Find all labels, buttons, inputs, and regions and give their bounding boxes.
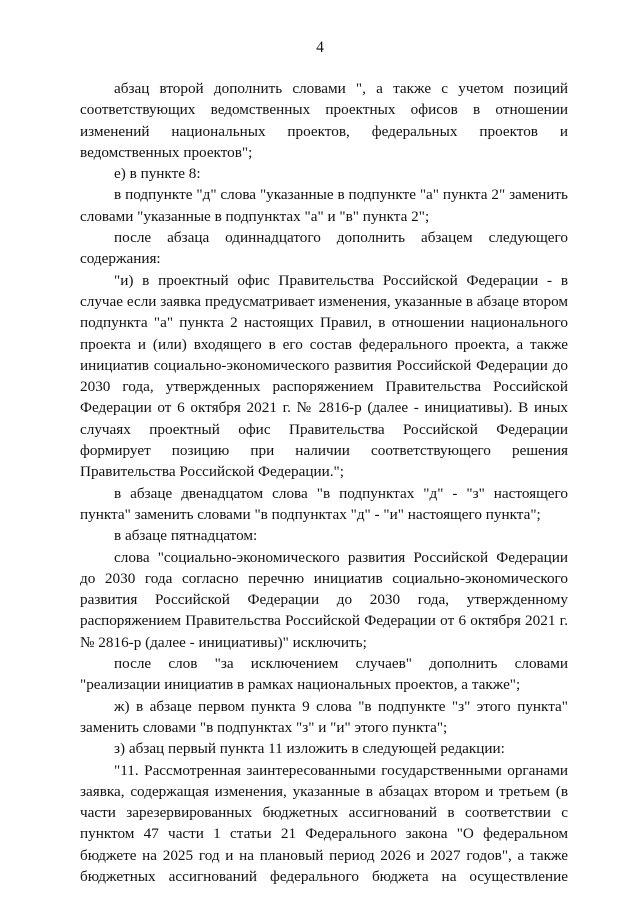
paragraph-item-i: "и) в проектный офис Правительства Российской Федерации - в случае если заявка предусматривает изменения, указанные в абзаце втором подпункта "а" пункта 2 настоящих Правил, в отношении национального проекта и (или) входящего в его состав федерального проекта, а также инициатив социально-экономического развития Российской Федерации до 2030 года, утвержденных распоряжением Правительства Российской Федерации от 6 октября 2021 г. № 2816-р (далее - инициативы). В иных случаях проектный офис Правительства Российской Федерации формирует позицию при наличии соответствующего решения Правительства Российской Федерации."; bbox=[80, 271, 568, 481]
paragraph-fifteenth-abzac: в абзаце пятнадцатом: bbox=[114, 527, 258, 545]
paragraph-twelfth-abzac: в абзаце двенадцатом слова "в подпунктах "д" - "з" настоящего пункта" заменить словами "в подпунктах "д" - "и" настоящего пункта"; bbox=[80, 484, 568, 523]
paragraph-amend-second-abzac: абзац второй дополнить словами ", а также с учетом позиций соответствующих ведомственных проектных офисов в отношении изменений национальных проектов, федеральных проектов и ведомственных проектов"; bbox=[80, 80, 568, 161]
paragraph-item-zh: ж) в абзаце первом пункта 9 слова "в подпункте "з" этого пункта" заменить словами "в подпунктах "з" и "и" этого пункта"; bbox=[80, 697, 568, 736]
page-number: 4 bbox=[316, 39, 324, 56]
document-body bbox=[80, 78, 568, 887]
paragraph-after-eleventh: после абзаца одиннадцатого дополнить абзацем следующего содержания: bbox=[80, 229, 568, 268]
paragraph-after-words: после слов "за исключением случаев" дополнить словами "реализации инициатив в рамках национальных проектов, а также"; bbox=[80, 655, 568, 694]
paragraph-item-e: е) в пункте 8: bbox=[114, 165, 201, 183]
paragraph-item-z: з) абзац первый пункта 11 изложить в следующей редакции: bbox=[114, 740, 505, 758]
paragraph-subitem-d: в подпункте "д" слова "указанные в подпункте "а" пункта 2" заменить словами "указанные в подпунктах "а" и "в" пункта 2"; bbox=[80, 186, 568, 225]
paragraph-point-11: "11. Рассмотренная заинтересованными государственными органами заявка, содержащая изменения, указанные в абзацах втором и третьем (в части зарезервированных бюджетных ассигнований в соответствии с пунктом 47 части 1 статьи 21 Федерального закона "О федеральном бюджете на 2025 год и на плановый период 2026 и 2027 годов", а также бюджетных ассигнований федерального бюджета на осуществление bbox=[80, 761, 568, 885]
paragraph-words-exclude: слова "социально-экономического развития Российской Федерации до 2030 года согласно перечню инициатив социально-экономического развития Российской Федерации до 2030 года, утвержденному распоряжением Правительства Российской Федерации от 6 октября 2021 г. № 2816-р (далее - инициативы)" исключить; bbox=[80, 548, 568, 651]
